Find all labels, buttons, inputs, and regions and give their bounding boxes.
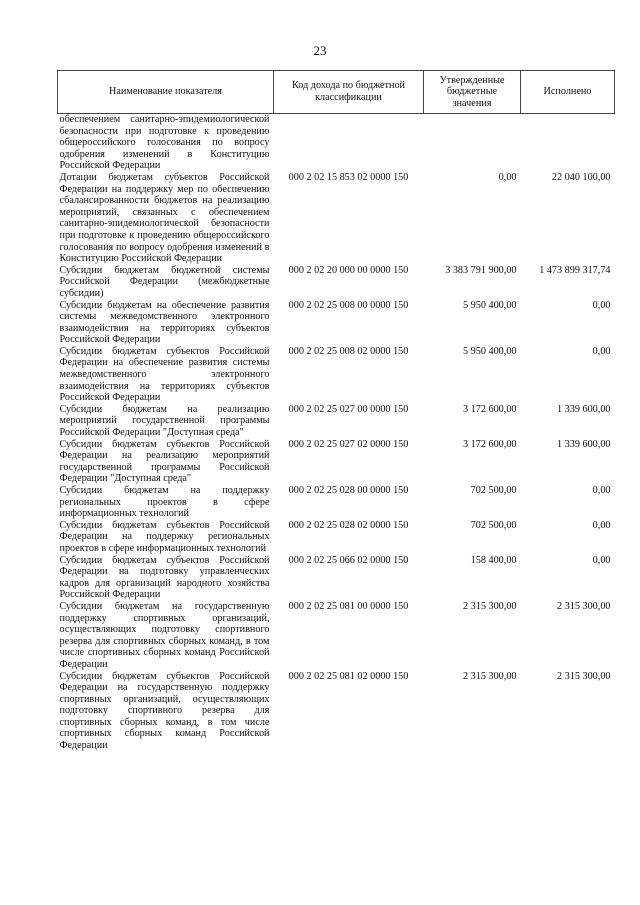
executed-value-cell: 22 040 100,00	[551, 171, 611, 183]
income-code-cell: 000 2 02 25 066 02 0000 150	[288, 554, 409, 566]
income-code-cell: 000 2 02 25 081 02 0000 150	[288, 670, 409, 682]
executed-value-cell: 0,00	[592, 485, 611, 496]
indicator-name-cell: Субсидии бюджетам на обеспечение развития системы межведомственного электронного взаимодействия на территориях субъектов Российской Федерации	[59, 299, 270, 346]
executed-value-cell: 0,00	[592, 299, 611, 311]
approved-value-cell	[424, 114, 521, 172]
income-code-cell: 000 2 02 25 028 00 0000 150	[288, 485, 409, 496]
header-executed: Исполнено	[521, 71, 615, 114]
table-row	[58, 346, 615, 404]
approved-value-cell: 702 500,00	[470, 519, 517, 531]
table-header	[58, 71, 615, 114]
table-row	[58, 485, 615, 520]
table-row	[58, 114, 615, 172]
income-code-cell: 000 2 02 25 028 02 0000 150	[288, 519, 409, 531]
table-row	[58, 172, 615, 265]
approved-value-cell: 0,00	[498, 171, 517, 183]
income-code-cell: 000 2 02 25 081 00 0000 150	[288, 600, 409, 612]
approved-value-cell: 158 400,00	[470, 554, 517, 566]
indicator-name-cell: Субсидии бюджетам на реализацию мероприятий государственной программы Российской Федерации "Доступная среда"	[59, 403, 270, 439]
budget-income-table	[57, 70, 615, 752]
approved-value-cell: 5 950 400,00	[463, 299, 517, 311]
indicator-name-cell: Субсидии бюджетам субъектов Российской Федерации на реализацию мероприятий государственной программы Российской Федерации "Доступная среда"	[59, 438, 270, 485]
indicator-name-cell: Дотации бюджетам субъектов Российской Федерации на поддержку мер по обеспечению сбалансированности бюджетов на реализацию мероприятий, связанных с обеспечением санитарно-эпидемиологической безопасности при подготовке к проведению общероссийского голосования по вопросу одобрения изменений в Конституцию Российской Федерации	[59, 171, 270, 265]
table-row	[58, 300, 615, 346]
income-code-cell: 000 2 02 15 853 02 0000 150	[288, 171, 409, 183]
indicator-name-cell: Субсидии бюджетам субъектов Российской Федерации на обеспечение развития системы межведомственного электронного взаимодействия на территориях субъектов Российской Федерации	[59, 345, 270, 404]
executed-value-cell: 1 339 600,00	[557, 403, 611, 415]
approved-value-cell: 5 950 400,00	[463, 345, 517, 357]
approved-value-cell: 2 315 300,00	[463, 670, 517, 682]
executed-value-cell: 2 315 300,00	[557, 670, 611, 682]
table-row	[58, 555, 615, 601]
indicator-name-cell: Субсидии бюджетам бюджетной системы Российской Федерации (межбюджетные субсидии)	[59, 264, 270, 299]
income-code-cell: 000 2 02 20 000 00 0000 150	[288, 264, 409, 276]
table-row	[58, 404, 615, 439]
income-code-cell: 000 2 02 25 027 00 0000 150	[288, 403, 409, 415]
table-row	[58, 671, 615, 752]
executed-value-cell	[521, 114, 615, 172]
approved-value-cell: 3 383 791 900,00	[445, 264, 517, 276]
page-number: 23	[313, 43, 327, 58]
indicator-name-cell: Субсидии бюджетам на поддержку региональных проектов в сфере информационных технологий	[59, 485, 270, 520]
table-body	[58, 114, 615, 752]
indicator-name-cell: Субсидии бюджетам на государственную поддержку спортивных организаций, осуществляющих подготовку спортивного резерва для спортивных сборных команд, в том числе спортивных сборных команд Российской Федерации	[59, 600, 270, 670]
executed-value-cell: 1 473 899 317,74	[539, 264, 611, 276]
table-row	[58, 520, 615, 555]
header-indicator-name: Наименование показателя	[58, 71, 274, 114]
executed-value-cell: 2 315 300,00	[557, 600, 611, 612]
approved-value-cell: 2 315 300,00	[463, 600, 517, 612]
income-code-cell: 000 2 02 25 008 02 0000 150	[288, 345, 409, 357]
approved-value-cell: 702 500,00	[470, 485, 517, 496]
indicator-name-cell: Субсидии бюджетам субъектов Российской Федерации на государственную поддержку спортивных организаций, осуществляющих подготовку спортивного резерва для спортивных сборных команд, в том числе спортивных сборных команд Российской Федерации	[59, 670, 270, 752]
table-row	[58, 601, 615, 671]
table-row	[58, 265, 615, 300]
income-code-cell	[274, 114, 424, 172]
executed-value-cell: 0,00	[592, 519, 611, 531]
indicator-name-cell: Субсидии бюджетам субъектов Российской Федерации на подготовку управленческих кадров для организаций народного хозяйства Российской Федерации	[59, 554, 270, 601]
indicator-name-cell: Субсидии бюджетам субъектов Российской Федерации на поддержку региональных проектов в сфере информационных технологий	[59, 519, 270, 554]
table-row	[58, 439, 615, 485]
executed-value-cell: 1 339 600,00	[557, 438, 611, 450]
header-approved-values: Утвержденные бюджетные значения	[424, 71, 521, 114]
header-income-code: Код дохода по бюджетной классификации	[274, 71, 424, 114]
executed-value-cell: 0,00	[592, 554, 611, 566]
indicator-name-cell: обеспечением санитарно-эпидемиологической безопасности при подготовке к проведению общероссийского голосования по вопросу одобрения изменений в Конституцию Российской Федерации	[59, 114, 270, 172]
executed-value-cell: 0,00	[592, 345, 611, 357]
income-code-cell: 000 2 02 25 008 00 0000 150	[288, 299, 409, 311]
approved-value-cell: 3 172 600,00	[463, 438, 517, 450]
approved-value-cell: 3 172 600,00	[463, 403, 517, 415]
income-code-cell: 000 2 02 25 027 02 0000 150	[288, 438, 409, 450]
